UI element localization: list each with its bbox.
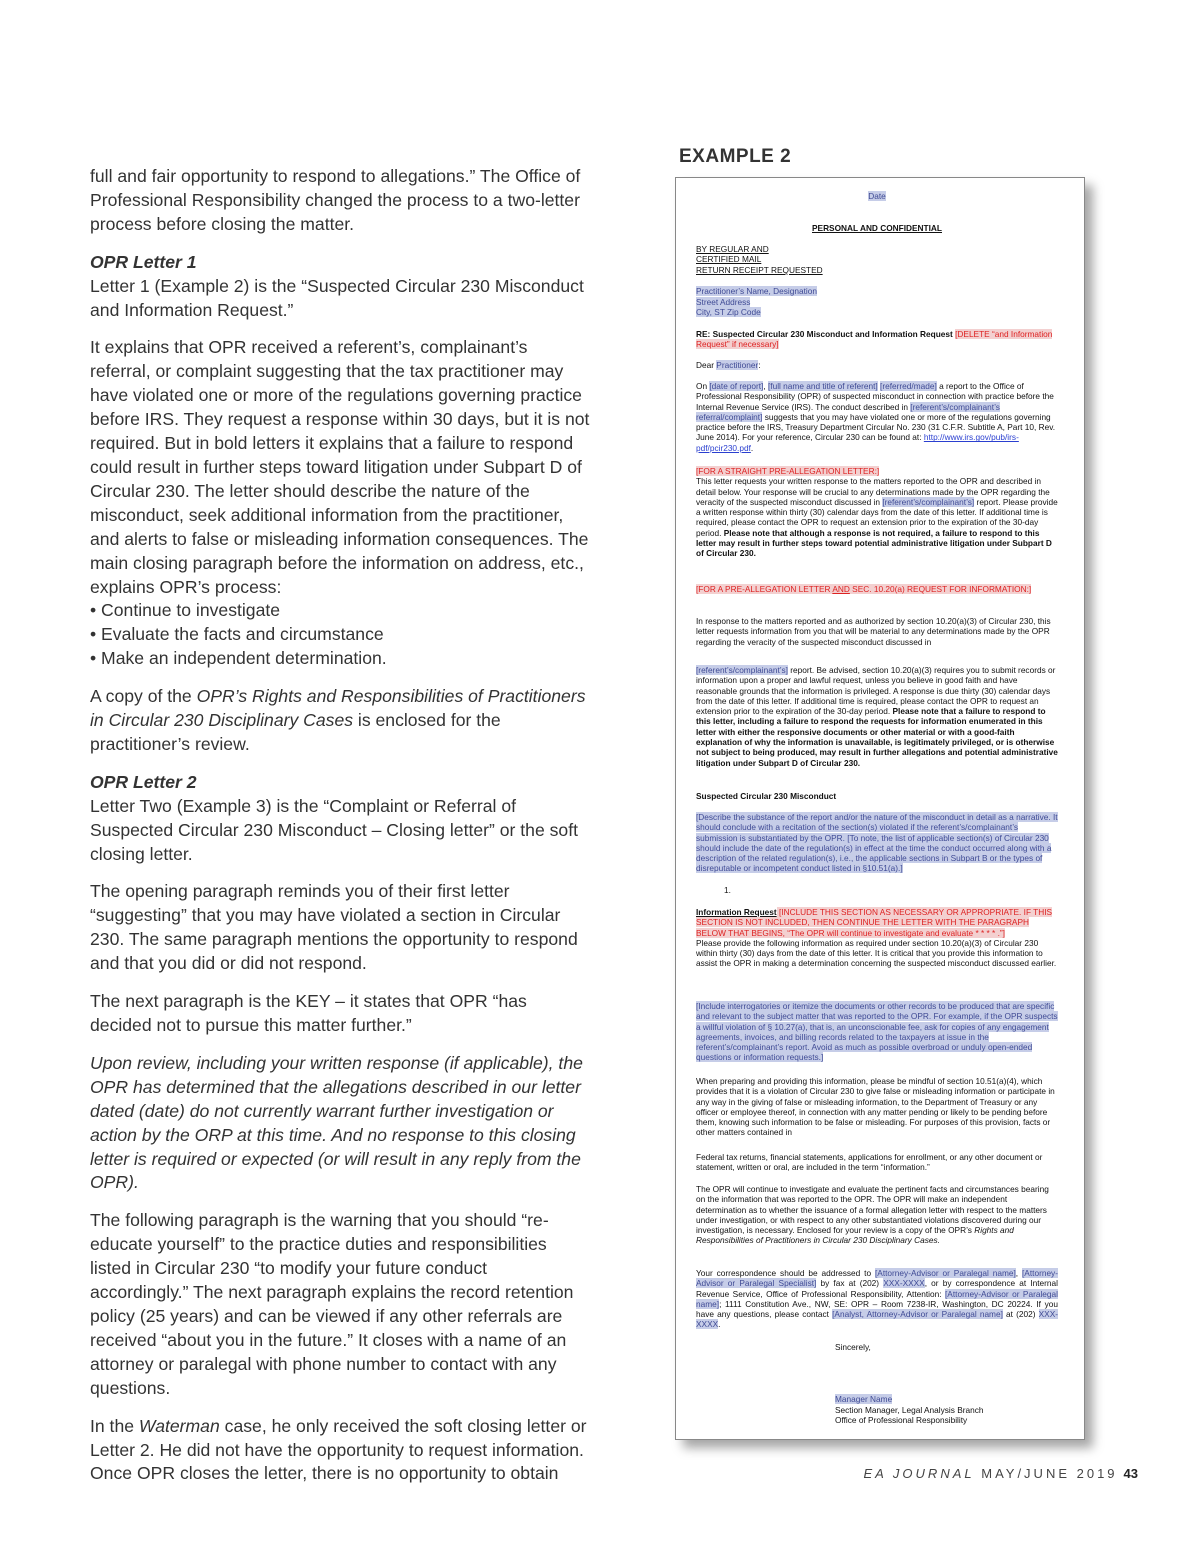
letter-address-line: Street Address: [696, 297, 751, 307]
section-heading: OPR Letter 2: [90, 771, 197, 792]
letter-address-line: City, ST Zip Code: [696, 307, 761, 317]
publication-title: OPR’s Rights and Responsibilities of Practitioners in Circular 230 Disciplinary Cases: [90, 686, 586, 731]
section-heading: OPR Letter 1: [90, 251, 197, 272]
article-paragraph: Letter 1 (Example 2) is the “Suspected Circular 230 Misconduct and Information Request.”: [90, 275, 584, 320]
article-paragraph: The next paragraph is the KEY – it states that OPR “has decided not to pursue this matter further.”: [90, 991, 527, 1035]
signature-name: Manager Name: [835, 1394, 893, 1404]
letter-closing: Sincerely,: [835, 1342, 871, 1352]
letter-paragraph: Information Request [INCLUDE THIS SECTION AS NECESSARY OR APPROPRIATE. IF THIS SECTION IS NOT INCLUDED, THEN CONTINUE THE LETTER WITH THE PARAGRAPH BELOW THAT BEGINS, “The OPR will continue to investigate and evaluate * * * * .”] Please provide the following information as required under section 10.20(a)(3) of Circular 230 within thirty (30) days from the date of this letter. It is critical that you provide this information to assist the OPR in making a determination concerning the suspected misconduct discussed earlier.: [696, 907, 1057, 969]
letter-subheading: Suspected Circular 230 Misconduct: [696, 791, 837, 801]
signature-title: Section Manager, Legal Analysis Branch: [835, 1405, 984, 1415]
sample-letter: [675, 177, 1085, 1440]
letter-placeholder-block: [Describe the substance of the report and/or the nature of the misconduct in detail as a narrative. It should conclude with a recitation of the section(s) violated if the referent’s/complainant’s submission is substantiated by the OPR. [To note, the list of applicable section(s) of Circular 230 should include the date of the regulation(s) in effect at the time the conduct occurred along with a description of the related regulation(s), i.e., the applicable sections in Subpart B or the types of disreputable or incompetent conduct listed in §10.51(a).]: [696, 812, 1058, 874]
bullet-item: • Continue to investigate: [90, 600, 281, 621]
letter-paragraph: [FOR A STRAIGHT PRE-ALLEGATION LETTER:] This letter requests your written response to the matters reported to the OPR and described in detail below. Your response will be crucial to any determinations made by the OPR regarding the veracity of the suspected misconduct discussed in [referent’s/complainant’s] report. Please provide a written response within thirty (30) calendar days from the date of this letter. If additional time is required, please contact the OPR to request an extension prior to the expiration of the 30-day period. Please note that although a response is not required, a failure to respond to this letter may result in further steps toward potential administrative litigation under Subpart D of Circular 230.: [696, 466, 1058, 559]
article-paragraph: full and fair opportunity to respond to allegations.” The Office of Professional Responsibility changed the process to a two-letter process before closing the matter.: [90, 166, 581, 234]
letter-re-line: RE: Suspected Circular 230 Misconduct and Information Request [DELETE “and Information Request” if necessary]: [696, 329, 1053, 350]
example-title: EXAMPLE 2: [679, 146, 792, 167]
letter-mail-line: RETURN RECEIPT REQUESTED: [696, 265, 823, 275]
page-number: 43: [1123, 1466, 1138, 1481]
letter-numeral: 1.: [724, 885, 731, 895]
quoted-paragraph: Upon review, including your written response (if applicable), the OPR has determined that the allegations described in our letter dated (date) do not currently warrant further investigation or action by the ORP at this time. And no response to this closing letter is required or expected (or will result in any reply from the OPR).: [90, 1052, 583, 1193]
article-paragraph: Letter Two (Example 3) is the “Complaint or Referral of Suspected Circular 230 Misconduct – Closing letter” or the soft closing letter.: [90, 795, 578, 864]
letter-paragraph: Your correspondence should be addressed to [Attorney-Advisor or Paralegal name], [Attorney-Advisor or Paralegal Specialist] by fax at (202) XXX-XXXX, or by correspondence at Internal Revenue Service, Office of Professional Responsibility, Attention: [Attorney-Advisor or Paralegal name]; 1111 Constitution Ave., NW, SE: OPR – Room 7238-IR, Washington, DC 20224. If you have any questions, please contact [Analyst, Attorney-Advisor or Paralegal name] at (202) XXX-XXXX.: [696, 1268, 1058, 1330]
circular-230-link[interactable]: http://www.irs.gov/pub/irs-pdf/pcir230.pdf: [696, 432, 1019, 453]
letter-confidential: PERSONAL AND CONFIDENTIAL: [812, 223, 942, 233]
letter-placeholder-block: [Include interrogatories or itemize the documents or other records to be produced that are specific and relevant to the subject matter that was reported to the OPR. For example, if the OPR suspects a willful violation of § 10.27(a), that is, an unconscionable fee, ask for copies of any engagement agreements, invoices, and billing records related to the taxpayers at issue in the referent’s/complainant’s report. Avoid as much as possible overbroad or unduly open-ended questions or information requests.]: [696, 1001, 1058, 1063]
article-paragraph: A copy of the OPR’s Rights and Responsibilities of Practitioners in Circular 230 Disciplinary Cases is enclosed for the practitioner’s review.: [90, 686, 586, 754]
letter-date: Date: [868, 191, 886, 201]
article-paragraph: The opening paragraph reminds you of their first letter “suggesting” that you may have violated a section in Circular 230. The same paragraph mentions the opportunity to respond and that you did or did not respond.: [90, 881, 578, 974]
letter-mail-line: CERTIFIED MAIL: [696, 254, 762, 264]
article-column: [90, 165, 590, 1500]
signature-office: Office of Professional Responsibility: [835, 1415, 968, 1425]
letter-paragraph: In response to the matters reported and as authorized by section 10.20(a)(3) of Circular 230, this letter requests information from you that will be material to any determinations made by the OPR regarding the veracity of the suspected misconduct discussed in: [696, 616, 1051, 647]
bullet-item: • Make an independent determination.: [90, 648, 387, 669]
letter-salutation: Dear Practitioner:: [696, 360, 761, 370]
journal-name: EA JOURNAL: [863, 1466, 975, 1481]
letter-paragraph: On [date of report], [full name and title of referent] [referred/made] a report to the Office of Professional Responsibility (OPR) of suspected misconduct in connection with practice before the Internal Revenue Service (IRS). The conduct described in [referent’s/complainant’s referral/complaint] suggests that you may have violated one or more of the regulations governing practice before the IRS, Treasury Department Circular No. 230 (31 C.F.R. Subtitle A, Part 10, Rev. June 2014). For your reference, Circular 230 can be found at: http://www.irs.gov/pub/irs-pdf/pcir230.pdf.: [696, 381, 1056, 453]
case-name: Waterman: [138, 1415, 220, 1436]
letter-address-line: Practitioner’s Name, Designation: [696, 286, 817, 296]
page-footer: [863, 1466, 1138, 1481]
letter-paragraph: The OPR will continue to investigate and evaluate the pertinent facts and circumstances bearing on the information that was reported to the OPR. The OPR will make an independent determination as to whether the issuance of a formal allegation letter with respect to the matters under investigation, or with respect to any other substantiated violations discovered during our investigation, is necessary. Enclosed for your review is a copy of the OPR’s Rights and Responsibilities of Practitioners in Circular 230 Disciplinary Cases.: [696, 1184, 1049, 1246]
issue-date: MAY/JUNE 2019: [981, 1466, 1118, 1481]
letter-paragraph: Federal tax returns, financial statements, applications for enrollment, or any other document or statement, written or oral, are included in the term “information.”: [696, 1152, 1043, 1173]
letter-paragraph: [referent’s/complainant’s] report. Be advised, section 10.20(a)(3) requires you to submit records or information upon a proper and lawful request, unless you believe in good faith and have reasonable grounds that the information is privileged. A response is due thirty (30) calendar days from the date of this letter. If additional time is required, please contact the OPR to request an extension prior to the expiration of the 30-day period. Please note that a failure to respond to this letter, including a failure to respond the requests for information enumerated in this letter with either the responsive documents or other material or with a good-faith explanation of why the information is unavailable, is legitimately privileged, or is otherwise not subject to being produced, may result in further allegations and potential administrative litigation under Subpart D of Circular 230.: [696, 665, 1058, 768]
letter-mail-line: BY REGULAR AND: [696, 244, 769, 254]
article-paragraph: It explains that OPR received a referent’s, complainant’s referral, or complaint suggesting that the tax practitioner may have violated one or more of the regulations governing practice before IRS. They request a response within 30 days, but it is not required. But in bold letters it explains that a failure to respond could result in further steps toward litigation under Subpart D of Circular 230. The letter should describe the nature of the misconduct, seek additional information from the practitioner, and alerts to false or misleading information consequences. The main closing paragraph before the information on address, etc., explains OPR’s process:: [90, 337, 590, 597]
letter-paragraph: When preparing and providing this information, please be mindful of section 10.51(a)(4), which provides that it is a violation of Circular 230 to give false or misleading information or participate in any way in the giving of false or misleading information, to the Department of Treasury or any officer or employee thereof, in connection with any matter pending or likely to be pending before them, knowing such information to be false or misleading. For purposes of this provision, facts or other matters contained in: [696, 1076, 1055, 1138]
article-paragraph: In the Waterman case, he only received the soft closing letter or Letter 2. He did not have the opportunity to request information. Once OPR closes the letter, there is no opportunity to obtain: [90, 1415, 587, 1484]
letter-section-note: [FOR A PRE-ALLEGATION LETTER AND SEC. 10.20(a) REQUEST FOR INFORMATION:]: [696, 584, 1032, 594]
bullet-item: • Evaluate the facts and circumstance: [90, 624, 384, 645]
article-paragraph: The following paragraph is the warning that you should “re-educate yourself” to the practice duties and responsibilities listed in Circular 230 “to modify your future conduct accordingly.” The next paragraph explains the record retention policy (25 years) and can be viewed if any other referrals are received “about you in the future.” It closes with a name of an attorney or paralegal with phone number to contact with any questions.: [90, 1210, 574, 1398]
